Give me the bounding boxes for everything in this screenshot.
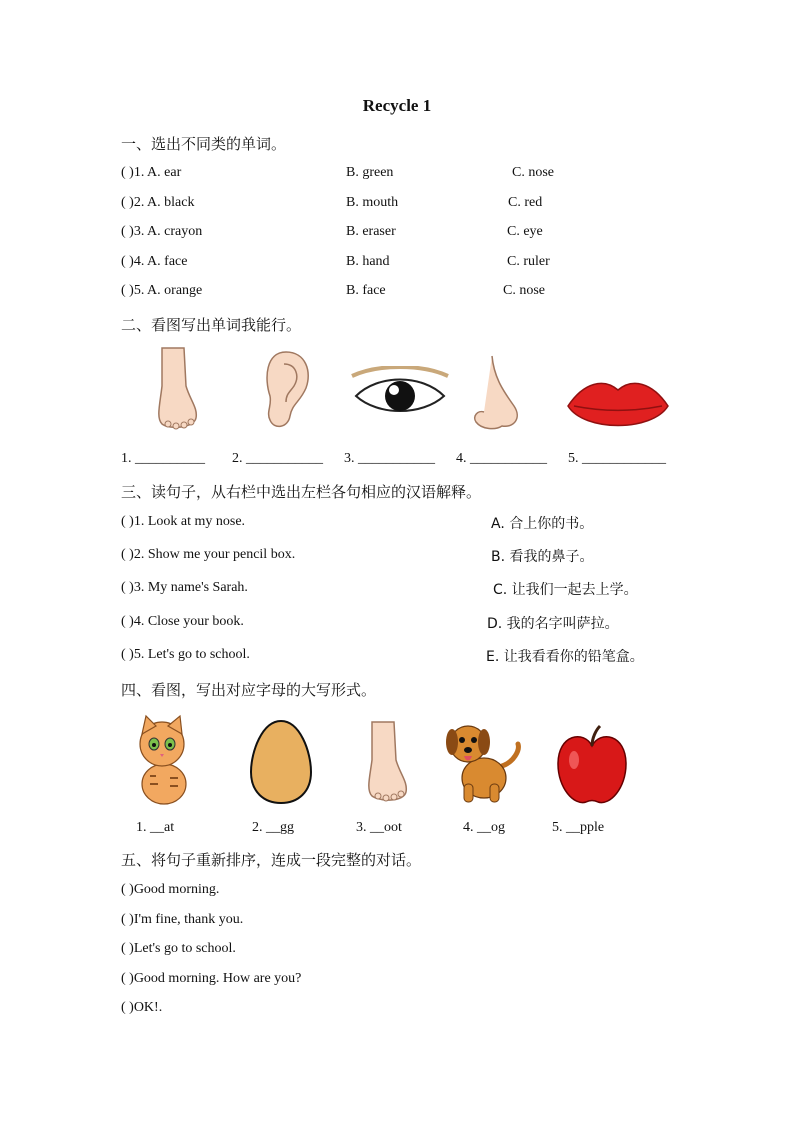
s1-row-2-b: B. mouth	[346, 195, 399, 210]
s1-row-1-c: C. nose	[512, 165, 554, 180]
s4-label-4[interactable]: 4. __og	[463, 820, 505, 835]
s5-line-5: ( )OK!.	[121, 1000, 163, 1015]
section-heading-2: 二、看图写出单词我能行。	[121, 316, 302, 334]
s1-row-1-b: B. green	[346, 165, 394, 180]
nose-icon	[470, 354, 522, 432]
s1-row-4-c: C. ruler	[507, 254, 550, 269]
s3-left-3: ( )3. My name's Sarah.	[121, 580, 248, 595]
foot-icon	[150, 346, 210, 432]
s4-label-1[interactable]: 1. __at	[136, 820, 175, 835]
s2-blank-3[interactable]: 3. ___________	[344, 451, 435, 466]
cat-icon	[132, 714, 196, 806]
section-heading-1: 一、选出不同类的单词。	[121, 135, 287, 153]
s2-blank-4[interactable]: 4. ___________	[456, 451, 547, 466]
s1-row-2-a: ( )2. A. black	[121, 195, 195, 210]
s1-row-3-a: ( )3. A. crayon	[121, 224, 203, 239]
s3-left-2: ( )2. Show me your pencil box.	[121, 547, 296, 562]
s1-row-5-b: B. face	[346, 283, 386, 298]
foot-icon-2	[362, 720, 418, 804]
s5-line-2: ( )I'm fine, thank you.	[121, 912, 244, 927]
s2-blank-1[interactable]: 1. __________	[121, 451, 205, 466]
s1-row-5-a: ( )5. A. orange	[121, 283, 203, 298]
s3-right-a: A. 合上你的书。	[491, 516, 594, 532]
egg-icon	[248, 718, 314, 806]
s1-row-1-a: ( )1. A. ear	[121, 165, 182, 180]
apple-icon	[554, 724, 630, 808]
s3-left-1: ( )1. Look at my nose.	[121, 514, 246, 529]
s5-line-4: ( )Good morning. How are you?	[121, 971, 302, 986]
s3-right-b: B. 看我的鼻子。	[491, 549, 594, 565]
section-heading-3: 三、读句子，从右栏中选出左栏各句相应的汉语解释。	[121, 483, 482, 501]
s1-row-3-b: B. eraser	[346, 224, 396, 239]
s3-left-4: ( )4. Close your book.	[121, 614, 244, 629]
s4-label-3[interactable]: 3. __oot	[356, 820, 402, 835]
s4-label-2[interactable]: 2. __gg	[252, 820, 294, 835]
s1-row-4-b: B. hand	[346, 254, 390, 269]
s1-row-4-a: ( )4. A. face	[121, 254, 188, 269]
eye-icon	[348, 366, 452, 422]
s3-right-e: E. 让我看看你的铅笔盒。	[486, 649, 644, 665]
s1-row-3-c: C. eye	[507, 224, 543, 239]
s2-blank-5[interactable]: 5. ____________	[568, 451, 666, 466]
section-heading-4: 四、看图，写出对应字母的大写形式。	[121, 681, 377, 699]
lips-icon	[564, 376, 672, 438]
s4-label-5[interactable]: 5. __pple	[552, 820, 605, 835]
s3-right-c: C. 让我们一起去上学。	[493, 582, 638, 598]
dog-icon	[444, 716, 524, 806]
s1-row-2-c: C. red	[508, 195, 543, 210]
ear-icon	[256, 348, 314, 432]
s5-line-3: ( )Let's go to school.	[121, 941, 236, 956]
section-heading-5: 五、将句子重新排序，连成一段完整的对话。	[121, 851, 422, 869]
s2-blank-2[interactable]: 2. ___________	[232, 451, 323, 466]
s3-left-5: ( )5. Let's go to school.	[121, 647, 250, 662]
s1-row-5-c: C. nose	[503, 283, 545, 298]
s3-right-d: D. 我的名字叫萨拉。	[487, 616, 619, 632]
s5-line-1: ( )Good morning.	[121, 882, 220, 897]
page-title: Recycle 1	[362, 96, 432, 115]
